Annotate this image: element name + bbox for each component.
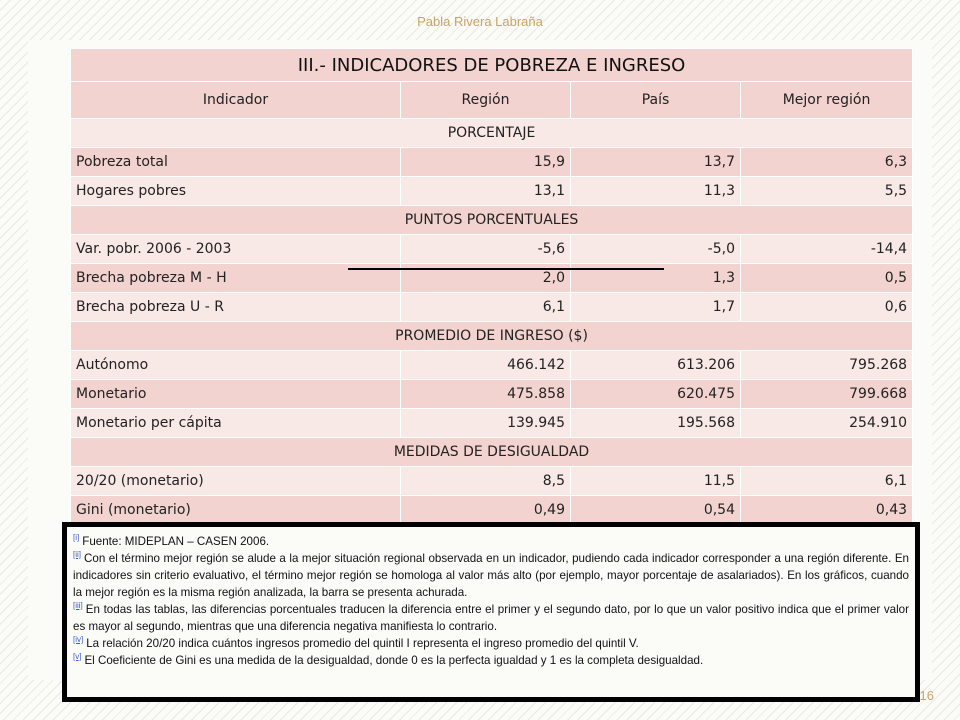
header-region: Región (401, 82, 571, 119)
section-label: PROMEDIO DE INGRESO ($) (71, 322, 913, 351)
row-region-value: 15,9 (401, 148, 571, 177)
row-indicator: Pobreza total (71, 148, 401, 177)
footnote-text: En todas las tablas, las diferencias porcentuales traducen la diferencia entre el primer y el segundo dato, por lo que un valor positivo indica que el primer valor es mayor al segundo, mientras que una diferencia negativa manifiesta lo contrario. (73, 603, 909, 633)
table-row (71, 293, 913, 322)
row-mejor-value: 5,5 (741, 177, 913, 206)
row-region-value: 6,1 (401, 293, 571, 322)
row-pais-value: 0,54 (571, 496, 741, 525)
footnote-text: La relación 20/20 indica cuántos ingresos promedio del quintil I representa el ingreso promedio del quintil V. (86, 637, 639, 650)
footnote-text: El Coeficiente de Gini es una medida de la desigualdad, donde 0 es la perfecta igualdad y 1 es la completa desigualdad. (84, 654, 704, 667)
row-mejor-value: 0,43 (741, 496, 913, 525)
row-pais-value: 1,3 (571, 264, 741, 293)
row-pais-value: 613.206 (571, 351, 741, 380)
row-region-value: 0,49 (401, 496, 571, 525)
table-row (71, 496, 913, 525)
table-row (71, 235, 913, 264)
table-title-row (71, 49, 913, 82)
page-number: 16 (919, 688, 934, 703)
footnote-ref-link[interactable]: [i] (73, 533, 80, 543)
row-region-value: 8,5 (401, 467, 571, 496)
row-region-value: 475.858 (401, 380, 571, 409)
divider-line (348, 268, 664, 270)
row-region-value: 466.142 (401, 351, 571, 380)
row-mejor-value: 6,1 (741, 467, 913, 496)
footnote-ref-link[interactable]: [iv] (73, 635, 84, 645)
row-pais-value: 11,5 (571, 467, 741, 496)
row-indicator: Var. pobr. 2006 - 2003 (71, 235, 401, 264)
footnote (73, 550, 909, 601)
footnote-ref-link[interactable]: [iii] (73, 601, 83, 611)
footnotes-box (62, 522, 920, 702)
author-name: Pabla Rivera Labraña (417, 14, 543, 29)
footnote-text: Con el término mejor región se alude a la mejor situación regional observada en un indicador, pudiendo cada indicador corresponder a una región diferente. En indicadores sin criterio evaluativo, el término mejor región se homologa al valor más alto (por ejemplo, mayor porcentaje de asalariados). En los gráficos, cuando la mejor región es la misma región analizada, la barra se presenta achurada. (73, 552, 909, 599)
row-indicator: Brecha pobreza M - H (71, 264, 401, 293)
row-pais-value: -5,0 (571, 235, 741, 264)
footnote (73, 635, 909, 652)
section-label: PUNTOS PORCENTUALES (71, 206, 913, 235)
row-mejor-value: -14,4 (741, 235, 913, 264)
footnote (73, 652, 909, 669)
row-region-value: 139.945 (401, 409, 571, 438)
row-pais-value: 1,7 (571, 293, 741, 322)
section-row (71, 322, 913, 351)
row-pais-value: 13,7 (571, 148, 741, 177)
row-indicator: 20/20 (monetario) (71, 467, 401, 496)
table-title: III.- INDICADORES DE POBREZA E INGRESO (71, 49, 913, 82)
section-row (71, 206, 913, 235)
header-pais: País (571, 82, 741, 119)
row-mejor-value: 254.910 (741, 409, 913, 438)
table-row (71, 380, 913, 409)
footnote-ref-link[interactable]: [ii] (73, 550, 81, 560)
header-mejor-region: Mejor región (741, 82, 913, 119)
row-pais-value: 195.568 (571, 409, 741, 438)
table-header-row (71, 82, 913, 119)
row-pais-value: 11,3 (571, 177, 741, 206)
footnote (73, 601, 909, 635)
section-row (71, 438, 913, 467)
row-mejor-value: 0,5 (741, 264, 913, 293)
section-row (71, 119, 913, 148)
section-label: PORCENTAJE (71, 119, 913, 148)
table-row (71, 148, 913, 177)
table-row (71, 409, 913, 438)
row-mejor-value: 6,3 (741, 148, 913, 177)
row-indicator: Autónomo (71, 351, 401, 380)
row-region-value: 13,1 (401, 177, 571, 206)
row-mejor-value: 799.668 (741, 380, 913, 409)
row-region-value: -5,6 (401, 235, 571, 264)
row-indicator: Hogares pobres (71, 177, 401, 206)
header-indicador: Indicador (71, 82, 401, 119)
section-label: MEDIDAS DE DESIGUALDAD (71, 438, 913, 467)
row-indicator: Gini (monetario) (71, 496, 401, 525)
table-row (71, 177, 913, 206)
row-region-value: 2,0 (401, 264, 571, 293)
row-mejor-value: 795.268 (741, 351, 913, 380)
table-row (71, 351, 913, 380)
row-mejor-value: 0,6 (741, 293, 913, 322)
table-row (71, 467, 913, 496)
footnote-text: Fuente: MIDEPLAN – CASEN 2006. (82, 535, 270, 548)
row-indicator: Brecha pobreza U - R (71, 293, 401, 322)
row-pais-value: 620.475 (571, 380, 741, 409)
row-indicator: Monetario (71, 380, 401, 409)
row-indicator: Monetario per cápita (71, 409, 401, 438)
footnote-ref-link[interactable]: [v] (73, 652, 82, 662)
footnote (73, 533, 909, 550)
indicators-table (70, 48, 913, 525)
